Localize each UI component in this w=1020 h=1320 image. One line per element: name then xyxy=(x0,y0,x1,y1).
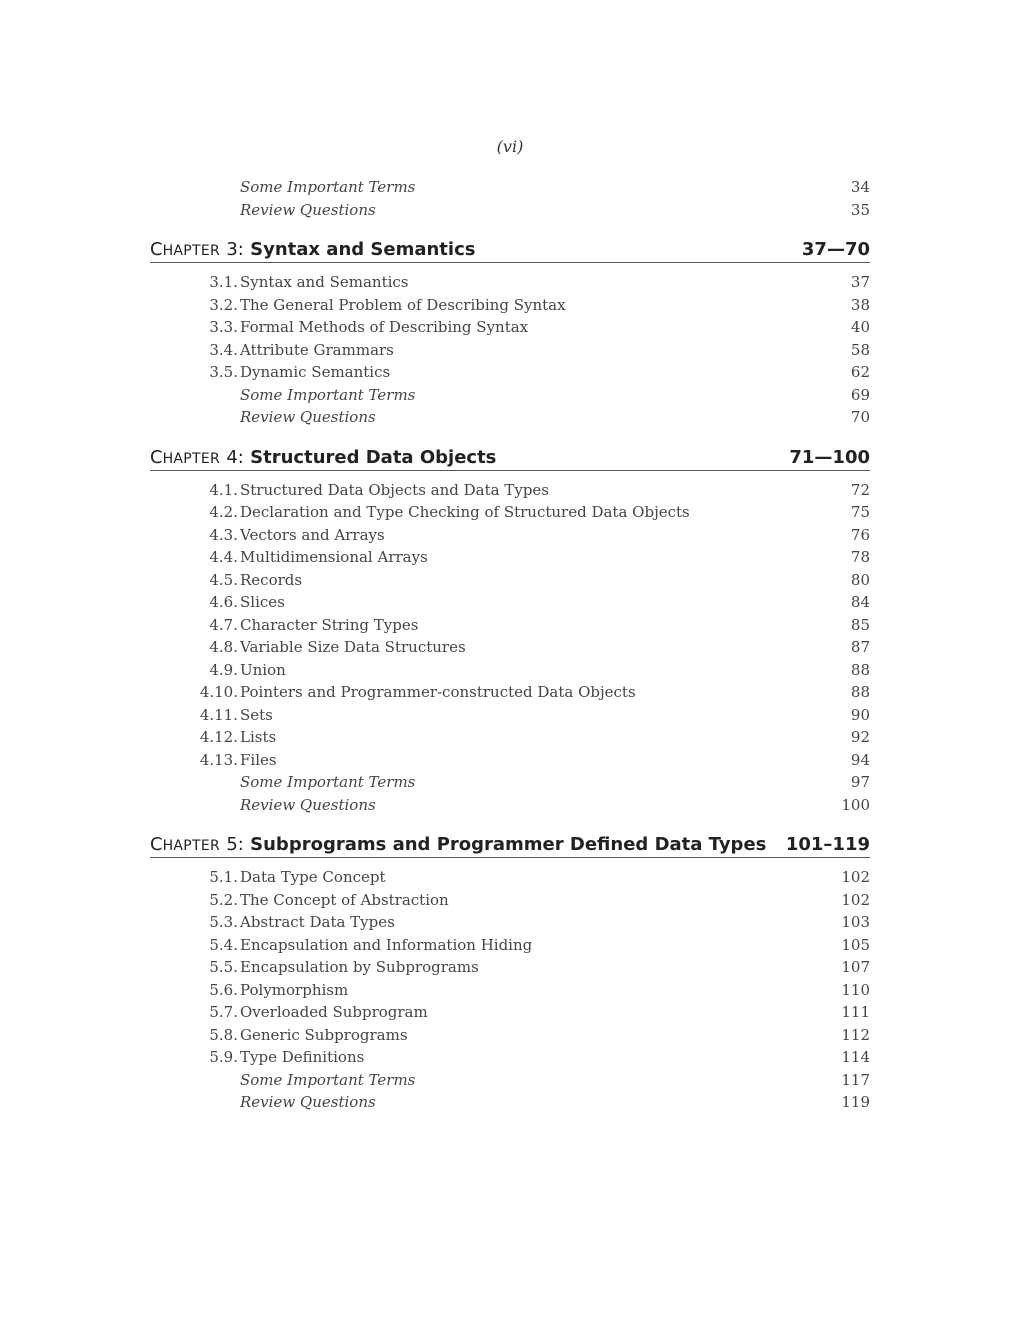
section-page: 62 xyxy=(850,363,870,381)
section-title: Lists xyxy=(240,728,277,746)
chapter-page-range: 37—70 xyxy=(801,239,870,260)
section-title: Structured Data Objects and Data Types xyxy=(240,480,550,499)
section-number: 4.10. xyxy=(199,683,238,701)
entry-page: 69 xyxy=(850,385,870,404)
section-title: Generic Subprograms xyxy=(240,1025,408,1044)
toc-section-entry[interactable] xyxy=(150,479,870,502)
section-page: 112 xyxy=(841,1025,870,1044)
toc-section-entry[interactable] xyxy=(150,889,870,912)
section-page: 94 xyxy=(850,750,870,769)
chapter-title: Subprograms and Programmer Defined Data Types xyxy=(250,834,767,855)
section-page: 114 xyxy=(841,1048,870,1066)
section-number: 5.3. xyxy=(209,913,238,931)
section-title: Character String Types xyxy=(240,615,419,634)
section-number: 5.4. xyxy=(209,935,238,954)
section-number: 5.8. xyxy=(209,1025,238,1044)
section-page: 87 xyxy=(850,638,870,656)
section-number: 4.6. xyxy=(209,593,238,611)
toc-section-entry[interactable] xyxy=(150,524,870,547)
section-number: 5.1. xyxy=(209,868,238,886)
toc-extra-entry xyxy=(150,1091,870,1114)
page-number: (vi) xyxy=(496,137,524,156)
toc-section-entry[interactable] xyxy=(150,659,870,682)
toc-section-entry[interactable] xyxy=(150,546,870,569)
toc-section-entry[interactable] xyxy=(150,569,870,592)
section-number: 5.5. xyxy=(209,958,238,976)
section-page: 38 xyxy=(850,295,870,314)
toc-section-entry[interactable] xyxy=(150,361,870,384)
toc-section-entry[interactable] xyxy=(150,1024,870,1047)
section-title: Declaration and Type Checking of Structured Data Objects xyxy=(240,503,690,521)
toc-extra-entry xyxy=(150,384,870,407)
chapter-word-initial: C xyxy=(150,446,163,468)
section-number: 3.2. xyxy=(209,295,238,314)
chapter-word-rest: HAPTER xyxy=(162,450,221,467)
section-title: Files xyxy=(240,750,277,769)
section-page: 110 xyxy=(841,980,870,999)
section-title: Slices xyxy=(240,593,285,611)
section-page: 88 xyxy=(850,683,870,701)
entry-page: 119 xyxy=(841,1093,870,1111)
toc-section-entry[interactable] xyxy=(150,636,870,659)
section-page: 85 xyxy=(850,615,870,634)
toc-section-entry[interactable] xyxy=(150,979,870,1002)
chapter-number: 3: xyxy=(226,239,244,260)
entry-page: 117 xyxy=(841,1070,870,1089)
section-title: Polymorphism xyxy=(240,980,349,999)
chapter-heading[interactable] xyxy=(150,833,870,858)
toc-section-entry[interactable] xyxy=(150,749,870,772)
section-page: 102 xyxy=(841,868,870,886)
chapter-page-range: 71—100 xyxy=(789,446,870,468)
chapter-number: 4: xyxy=(226,446,244,468)
entry-title: Review Questions xyxy=(240,795,376,814)
toc-section-entry[interactable] xyxy=(150,1001,870,1024)
section-page: 92 xyxy=(850,728,870,746)
section-title: Multidimensional Arrays xyxy=(240,548,428,566)
toc-section-entry[interactable] xyxy=(150,866,870,889)
toc-section-entry[interactable] xyxy=(150,339,870,362)
table-of-contents xyxy=(150,176,870,1114)
toc-section-entry[interactable] xyxy=(150,501,870,524)
section-title: Data Type Concept xyxy=(240,868,386,886)
section-page: 107 xyxy=(841,958,870,976)
section-title: Union xyxy=(240,660,286,679)
section-number: 3.4. xyxy=(209,340,238,359)
chapter-label xyxy=(150,447,496,468)
toc-section-entry[interactable] xyxy=(150,316,870,339)
section-number: 4.12. xyxy=(199,728,238,746)
toc-section-entry[interactable] xyxy=(150,956,870,979)
section-page: 88 xyxy=(850,660,870,679)
section-number: 4.11. xyxy=(199,705,238,724)
toc-extra-entry xyxy=(150,406,870,429)
section-title: Attribute Grammars xyxy=(240,340,394,359)
section-title: Encapsulation by Subprograms xyxy=(240,958,479,976)
toc-section-entry[interactable] xyxy=(150,911,870,934)
section-number: 4.3. xyxy=(209,525,238,544)
section-number: 4.2. xyxy=(209,503,238,521)
chapter-word-rest: HAPTER xyxy=(162,243,221,259)
section-page: 103 xyxy=(841,913,870,931)
entry-page: 70 xyxy=(850,408,870,426)
entry-page: 97 xyxy=(850,773,870,791)
section-number: 5.6. xyxy=(209,980,238,999)
section-number: 5.2. xyxy=(209,890,238,909)
section-title: Vectors and Arrays xyxy=(240,525,385,544)
section-title: Type Definitions xyxy=(240,1048,365,1066)
toc-section-entry[interactable] xyxy=(150,271,870,294)
section-title: Overloaded Subprogram xyxy=(240,1003,428,1021)
toc-extra-entry xyxy=(150,771,870,794)
toc-section-entry[interactable] xyxy=(150,934,870,957)
chapter-page-range: 101–119 xyxy=(785,834,870,855)
section-number: 4.4. xyxy=(209,548,238,566)
toc-extra-entry xyxy=(150,176,870,199)
section-title: Records xyxy=(240,570,303,589)
toc-section-entry[interactable] xyxy=(150,704,870,727)
section-number: 4.5. xyxy=(209,570,238,589)
entry-page: 34 xyxy=(850,178,870,196)
entry-title: Review Questions xyxy=(240,1093,376,1111)
section-title: Abstract Data Types xyxy=(240,913,395,931)
section-title: The General Problem of Describing Syntax xyxy=(240,295,566,314)
section-title: Sets xyxy=(240,705,273,724)
section-title: Dynamic Semantics xyxy=(240,363,391,381)
section-title: Formal Methods of Describing Syntax xyxy=(240,318,529,336)
toc-section-entry[interactable] xyxy=(150,726,870,749)
section-page: 72 xyxy=(850,480,870,499)
toc-section-entry[interactable] xyxy=(150,294,870,317)
chapter-label xyxy=(150,239,475,260)
entry-page: 100 xyxy=(841,795,870,814)
section-page: 102 xyxy=(841,890,870,909)
chapter-word-rest: HAPTER xyxy=(162,838,221,854)
section-number: 3.1. xyxy=(209,273,238,291)
chapter-title: Structured Data Objects xyxy=(250,446,497,468)
section-page: 76 xyxy=(850,525,870,544)
chapter-label xyxy=(150,834,766,855)
section-title: The Concept of Abstraction xyxy=(240,890,449,909)
section-page: 111 xyxy=(841,1003,870,1021)
section-number: 4.13. xyxy=(199,750,238,769)
section-page: 105 xyxy=(841,935,870,954)
section-page: 75 xyxy=(850,503,870,521)
section-title: Variable Size Data Structures xyxy=(240,638,466,656)
section-title: Pointers and Programmer-constructed Data Objects xyxy=(240,683,636,701)
toc-section-entry[interactable] xyxy=(150,681,870,704)
chapter-word-initial: C xyxy=(150,834,163,855)
section-title: Encapsulation and Information Hiding xyxy=(240,935,533,954)
toc-section-entry[interactable] xyxy=(150,614,870,637)
section-page: 37 xyxy=(850,273,870,291)
chapter-heading[interactable] xyxy=(150,446,870,471)
section-number: 4.9. xyxy=(209,660,238,679)
section-number: 3.5. xyxy=(209,363,238,381)
toc-extra-entry xyxy=(150,199,870,222)
section-page: 40 xyxy=(850,318,870,336)
entry-title: Review Questions xyxy=(240,200,376,219)
section-number: 5.7. xyxy=(209,1003,238,1021)
entry-page: 35 xyxy=(850,200,870,219)
chapter-word-initial: C xyxy=(150,239,163,260)
toc-extra-entry xyxy=(150,794,870,817)
entry-title: Review Questions xyxy=(240,408,376,426)
toc-section-entry[interactable] xyxy=(150,591,870,614)
chapter-heading[interactable] xyxy=(150,238,870,263)
toc-section-entry[interactable] xyxy=(150,1046,870,1069)
entry-title: Some Important Terms xyxy=(240,178,416,196)
section-page: 80 xyxy=(850,570,870,589)
section-number: 3.3. xyxy=(209,318,238,336)
section-title: Syntax and Semantics xyxy=(240,273,409,291)
chapter-title: Syntax and Semantics xyxy=(250,239,476,260)
section-page: 84 xyxy=(850,593,870,611)
entry-title: Some Important Terms xyxy=(240,385,416,404)
section-page: 58 xyxy=(850,340,870,359)
chapter-number: 5: xyxy=(226,834,244,855)
section-number: 5.9. xyxy=(209,1048,238,1066)
section-number: 4.8. xyxy=(209,638,238,656)
entry-title: Some Important Terms xyxy=(240,773,416,791)
section-number: 4.1. xyxy=(209,480,238,499)
section-page: 78 xyxy=(850,548,870,566)
section-number: 4.7. xyxy=(209,615,238,634)
section-page: 90 xyxy=(850,705,870,724)
toc-extra-entry xyxy=(150,1069,870,1092)
entry-title: Some Important Terms xyxy=(240,1070,416,1089)
